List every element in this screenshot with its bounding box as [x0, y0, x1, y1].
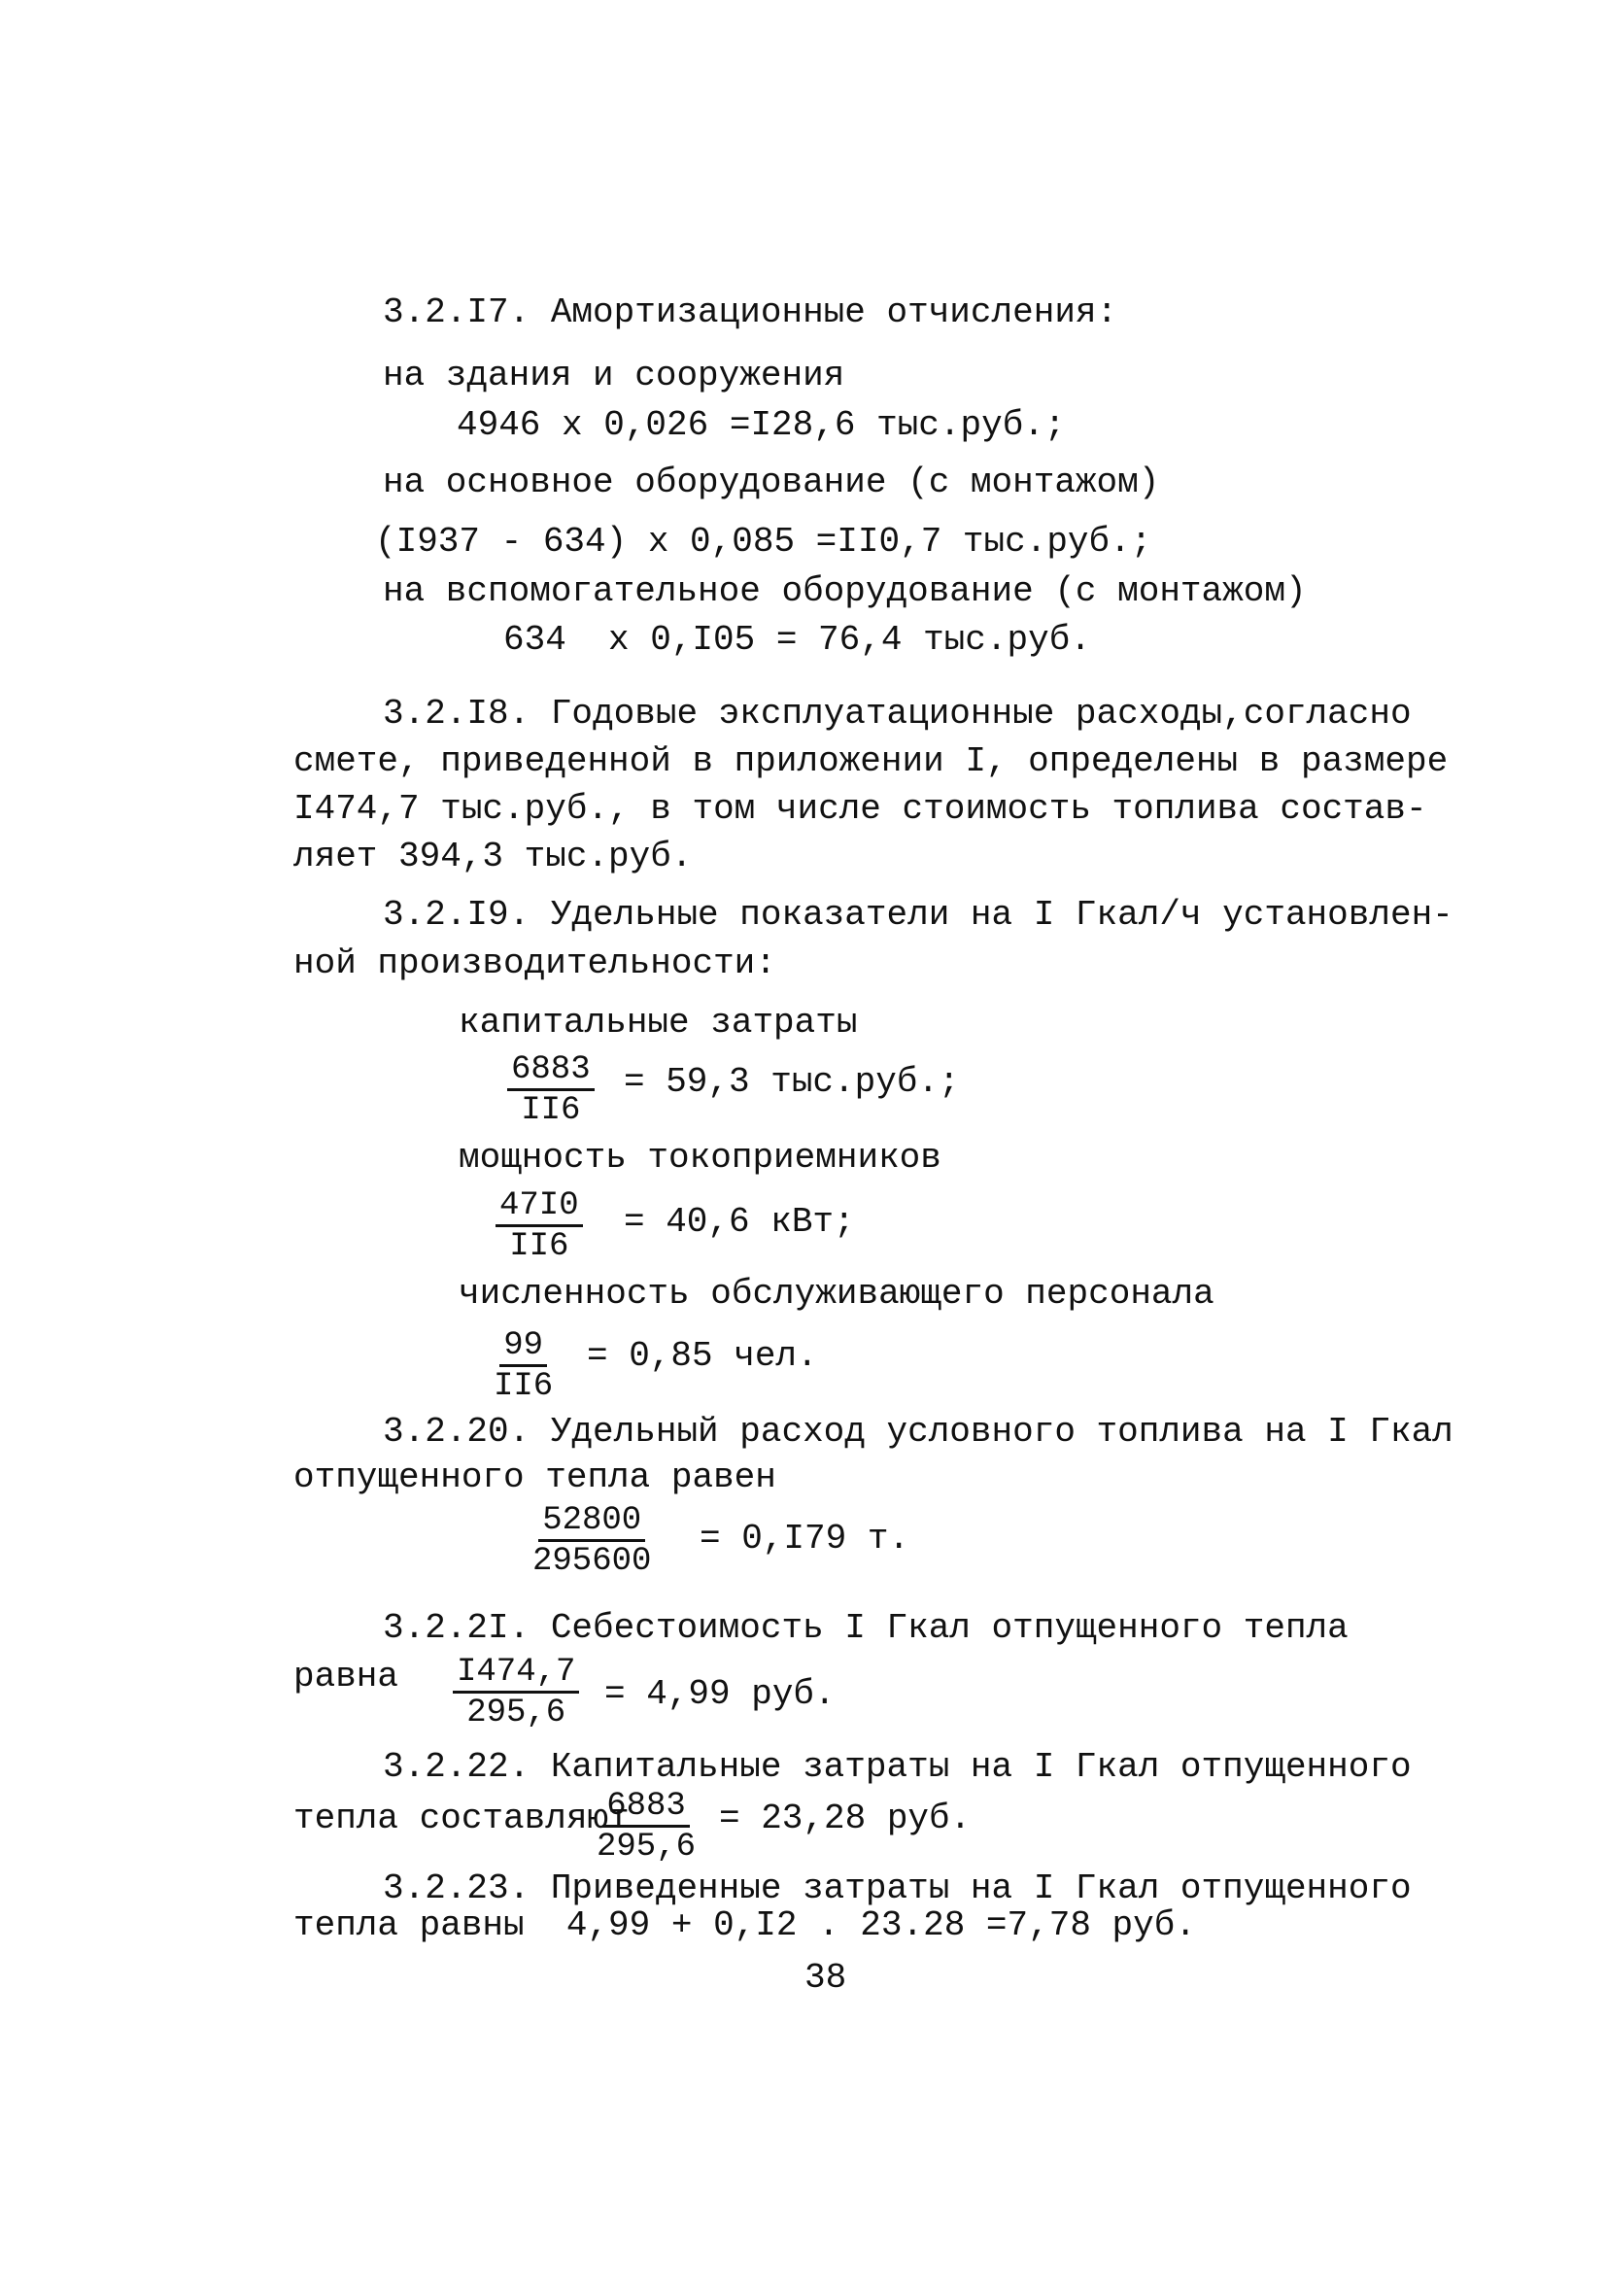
s17-main-equipment-label: на основное оборудование (с монтажом): [383, 463, 1160, 502]
s23-line1: 3.2.23. Приведенные затраты на I Гкал отпущенного: [383, 1868, 1412, 1908]
s20-numerator: 52800: [538, 1502, 645, 1542]
s19-capex-denominator: II6: [521, 1092, 581, 1129]
s20-line1: 3.2.20. Удельный расход условного топлива на I Гкал: [383, 1412, 1453, 1452]
s18-line1: 3.2.I8. Годовые эксплуатационные расходы,согласно: [383, 694, 1412, 734]
s19-line1: 3.2.I9. Удельные показатели на I Гкал/ч установлен-: [383, 895, 1453, 935]
s21-numerator: I474,7: [453, 1654, 579, 1694]
s19-power-fraction: [496, 1187, 583, 1266]
s17-heading: 3.2.I7. Амортизационные отчисления:: [383, 292, 1118, 332]
s19-line2: ной производительности:: [293, 943, 776, 983]
s21-denominator: 295,6: [466, 1695, 566, 1731]
s19-staff-label: численность обслуживающего персонала: [459, 1274, 1214, 1314]
s19-staff-result: = 0,85 чел.: [587, 1336, 818, 1376]
s19-power-denominator: II6: [509, 1228, 569, 1265]
s17-buildings-calc: 4946 x 0,026 =I28,6 тыс.руб.;: [457, 405, 1066, 445]
s21-prefix: равна: [293, 1657, 399, 1696]
s18-line2: смете, приведенной в приложении I, определены в размере: [293, 741, 1449, 781]
page-number: 38: [804, 1958, 847, 1998]
s21-line1: 3.2.2I. Себестоимость I Гкал отпущенного тепла: [383, 1608, 1349, 1648]
s20-denominator: 295600: [532, 1543, 652, 1580]
s22-numerator: 6883: [602, 1788, 690, 1828]
s23-line2: тепла равны 4,99 + 0,I2 . 23.28 =7,78 руб.: [293, 1905, 1196, 1945]
s21-fraction: [453, 1654, 579, 1732]
s19-staff-fraction: [494, 1327, 553, 1406]
s17-main-equipment-calc: (I937 - 634) x 0,085 =II0,7 тыс.руб.;: [375, 522, 1152, 562]
s22-result: = 23,28 руб.: [719, 1799, 972, 1838]
s17-buildings-label: на здания и сооружения: [383, 356, 845, 395]
s19-power-numerator: 47I0: [496, 1187, 583, 1227]
s19-power-result: = 40,6 кВт;: [624, 1202, 855, 1242]
s22-line1: 3.2.22. Капитальные затраты на I Гкал отпущенного: [383, 1747, 1412, 1787]
s19-capex-result: = 59,3 тыс.руб.;: [624, 1062, 960, 1102]
s19-capex-fraction: [507, 1051, 595, 1130]
s19-staff-numerator: 99: [499, 1327, 547, 1367]
s17-aux-equipment-calc: 634 x 0,I05 = 76,4 тыс.руб.: [503, 620, 1091, 660]
s18-line4: ляет 394,3 тыс.руб.: [293, 837, 693, 876]
s20-result: = 0,I79 т.: [700, 1519, 910, 1559]
s19-staff-denominator: II6: [494, 1368, 554, 1405]
s21-result: = 4,99 руб.: [604, 1674, 836, 1714]
s19-capex-label: капитальные затраты: [459, 1003, 858, 1043]
s20-fraction: [532, 1502, 651, 1581]
s19-power-label: мощность токоприемников: [459, 1138, 941, 1178]
s22-prefix: тепла составляют: [293, 1799, 630, 1838]
s22-fraction: [597, 1788, 696, 1867]
s22-denominator: 295,6: [597, 1829, 697, 1866]
s17-aux-equipment-label: на вспомогательное оборудование (с монтажом): [383, 571, 1307, 611]
s20-line2: отпущенного тепла равен: [293, 1457, 776, 1497]
s19-capex-numerator: 6883: [507, 1051, 595, 1091]
s18-line3: I474,7 тыс.руб., в том числе стоимость топлива состав-: [293, 789, 1427, 829]
